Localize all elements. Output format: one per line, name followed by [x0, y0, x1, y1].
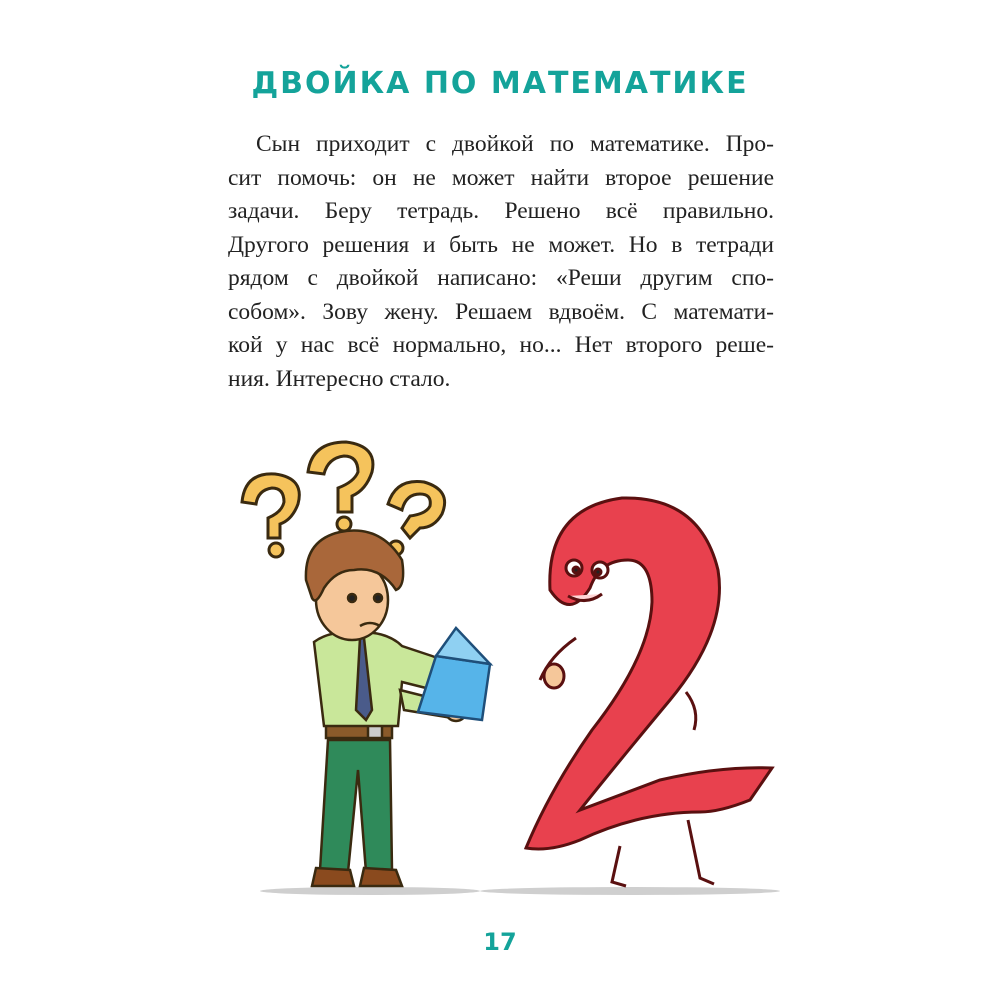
- ground-shadow: [260, 887, 780, 895]
- paragraph-line: сит помочь: он не может найти второе решение: [228, 164, 774, 191]
- question-mark-icon: [388, 481, 445, 538]
- digit-two-character: [526, 498, 772, 886]
- paragraph-line: Другого решения и быть не может. Но в тетради: [228, 231, 774, 258]
- paragraph-line: Сын приходит с двойкой по математике. Про-: [256, 131, 774, 157]
- paragraph-line: собом». Зову жену. Решаем вдвоём. С математи-: [228, 298, 774, 325]
- page-number: 17: [483, 928, 517, 956]
- illustration: [220, 420, 800, 910]
- story-paragraph: [228, 128, 774, 396]
- paragraph-line: рядом с двойкой написано: «Реши другим спо-: [228, 265, 774, 291]
- paragraph-line: ния. Интересно стало.: [228, 365, 451, 392]
- paragraph-line: задачи. Беру тетрадь. Решено всё правильно.: [228, 198, 774, 224]
- question-mark-icon: [242, 474, 299, 538]
- paragraph-line: кой у нас всё нормально, но... Нет второго реше-: [228, 332, 774, 358]
- question-mark-icon: [308, 442, 373, 512]
- page-title: ДВОЙКА ПО МАТЕМАТИКЕ: [251, 66, 749, 101]
